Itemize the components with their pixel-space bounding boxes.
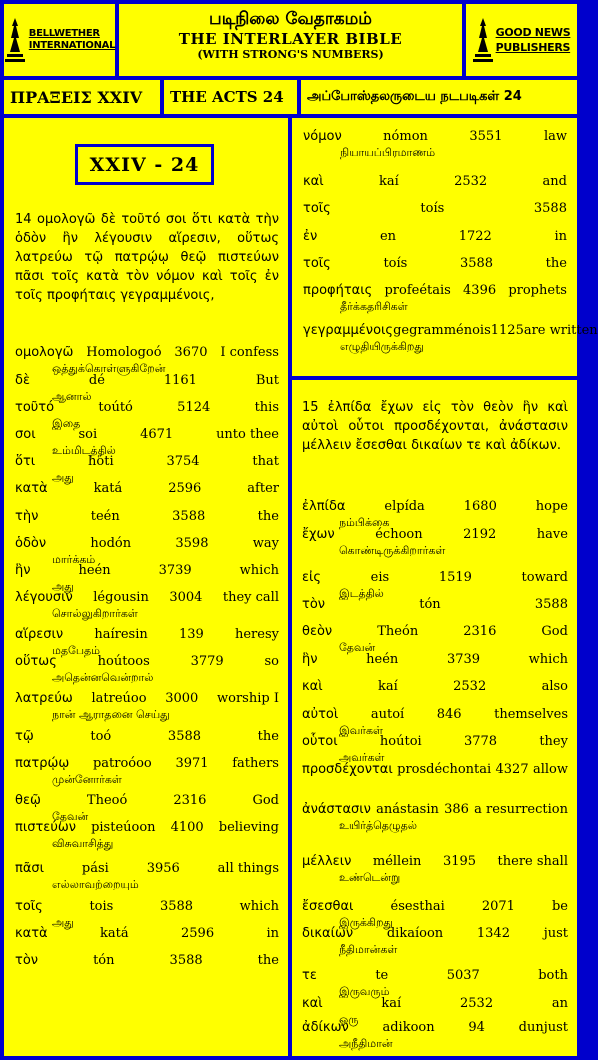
right-logo <box>466 4 577 76</box>
right-logo-line2: PUBLISHERS <box>495 41 571 54</box>
greek-word: ἐλπίδα <box>302 499 346 514</box>
english-gloss: all things <box>217 861 279 876</box>
strongs-number: 1519 <box>438 570 472 585</box>
tamil-gloss: இதை <box>52 417 81 430</box>
right-logo-line1: GOOD NEWS <box>495 26 571 39</box>
transliteration: teén <box>90 509 120 524</box>
word-entry <box>15 480 279 497</box>
greek-word: μέλλειν <box>302 854 352 869</box>
word-entry <box>303 200 567 217</box>
greek-word: τῷ <box>15 729 34 744</box>
english-gloss: God <box>541 624 568 639</box>
transliteration: Theoó <box>86 793 128 808</box>
english-gloss: a resurrection <box>474 802 568 817</box>
english-gloss: so <box>264 654 279 669</box>
transliteration: en <box>379 229 397 244</box>
greek-word: τοῖς <box>303 201 331 216</box>
word-entry <box>302 801 568 833</box>
english-gloss: which <box>528 652 568 667</box>
tamil-gloss: மதபேதம் <box>52 644 101 657</box>
tamil-gloss: உண்டென்று <box>339 871 401 884</box>
strongs-number: 3588 <box>533 201 567 216</box>
word-entry <box>303 173 567 190</box>
transliteration: patroóoo <box>92 756 152 771</box>
greek-word: γεγραμμένοις <box>303 323 394 338</box>
strongs-number: 94 <box>468 1020 485 1035</box>
word-entry <box>15 755 279 787</box>
tamil-gloss: அது <box>52 471 74 484</box>
greek-word: θεῷ <box>15 793 41 808</box>
transliteration: haíresin <box>94 627 148 642</box>
tamil-gloss: ஆனால் <box>52 390 92 403</box>
tamil-gloss: இடத்தில் <box>339 587 384 600</box>
strongs-number: 4327 <box>495 762 529 777</box>
strongs-number: 1161 <box>163 373 197 388</box>
greek-word: εἰς <box>302 570 322 585</box>
greek-word: νόμον <box>303 129 342 144</box>
greek-word: καὶ <box>302 679 323 694</box>
strongs-number: 3598 <box>175 536 209 551</box>
greek-word: προφήταις <box>303 283 373 298</box>
word-entry <box>302 1019 568 1051</box>
tamil-gloss: ஒரு <box>339 1013 359 1026</box>
strongs-number: 3588 <box>459 256 494 271</box>
greek-word: τὴν <box>15 509 39 524</box>
word-entry <box>15 589 279 621</box>
english-gloss: law <box>543 129 567 144</box>
word-entry <box>15 952 279 969</box>
tamil-gloss: நீதிமான்கள் <box>339 943 398 956</box>
english-gloss: which <box>239 563 279 578</box>
tamil-gloss: அவர்கள் <box>339 751 385 764</box>
strongs-number: 2596 <box>181 926 215 941</box>
strongs-number: 386 <box>444 802 469 817</box>
english-gloss: have <box>536 527 568 542</box>
tamil-gloss: தேவன் <box>339 641 376 654</box>
greek-word: αἵρεσιν <box>15 627 64 642</box>
tamil-gloss: உயிர்த்தெழுதல் <box>339 819 417 832</box>
greek-word: δὲ <box>15 373 30 388</box>
bellwether-logo-icon <box>4 16 26 64</box>
english-gloss: that <box>252 454 279 469</box>
strongs-number: 1342 <box>476 926 510 941</box>
transliteration: elpída <box>384 499 425 514</box>
tamil-gloss: இவர்கள் <box>339 724 383 737</box>
word-entry <box>303 322 598 354</box>
word-entry <box>302 526 568 558</box>
english-gloss: just <box>543 926 568 941</box>
left-logo <box>4 4 115 76</box>
english-gloss: be <box>551 899 568 914</box>
english-gloss: in <box>266 926 279 941</box>
greek-word: ὁδὸν <box>15 536 47 551</box>
left-logo-line2: INTERNATIONAL <box>28 40 116 51</box>
greek-word: ἣν <box>302 652 318 667</box>
right-top-column <box>292 118 598 376</box>
tamil-gloss: அநீதிமான் <box>339 1037 393 1050</box>
english-gloss: way <box>252 536 279 551</box>
transliteration: kaí <box>378 174 399 189</box>
english-gloss: dunjust <box>518 1020 568 1035</box>
word-entry <box>302 853 568 885</box>
english-gloss: both <box>538 968 568 983</box>
transliteration: autoí <box>370 707 405 722</box>
greek-word: ἀνάστασιν <box>302 802 371 817</box>
transliteration: latreúoo <box>91 691 147 706</box>
english-gloss: the <box>257 953 279 968</box>
title-subtitle: (WITH STRONG'S NUMBERS) <box>197 48 384 61</box>
greek-word: τε <box>302 968 317 983</box>
book-title-english: THE ACTS 24 <box>164 80 297 114</box>
english-gloss: the <box>257 729 279 744</box>
strongs-number: 3779 <box>190 654 224 669</box>
greek-word: αὐτοὶ <box>302 707 339 722</box>
strongs-number: 3588 <box>172 509 206 524</box>
tamil-gloss: முன்னோர்கள் <box>52 773 122 786</box>
transliteration: hodón <box>90 536 132 551</box>
transliteration: prosdéchontai <box>397 762 492 777</box>
tamil-gloss: அதென்னவென்றால் <box>52 671 154 684</box>
english-gloss: are written <box>523 323 598 338</box>
title-block <box>119 4 462 76</box>
transliteration: toís <box>420 201 445 216</box>
greek-word: θεὸν <box>302 624 333 639</box>
greek-word: σοι <box>15 427 36 442</box>
transliteration: hoútoos <box>97 654 150 669</box>
transliteration: heén <box>78 563 111 578</box>
greek-word: ομολογῶ <box>15 345 74 360</box>
transliteration: Theón <box>377 624 419 639</box>
strongs-number: 3956 <box>146 861 180 876</box>
greek-word: λατρεύω <box>15 691 73 706</box>
tamil-gloss: உம்மிடத்தில் <box>52 444 116 457</box>
tamil-gloss: கொண்டிருக்கிறார்கள் <box>339 544 446 557</box>
tamil-gloss: தீர்க்கதரிசிகள் <box>340 300 408 313</box>
english-gloss: worship I <box>217 691 279 706</box>
tamil-gloss: நம்பிக்கை <box>339 516 390 529</box>
transliteration: pási <box>81 861 109 876</box>
english-gloss: they <box>539 734 568 749</box>
word-entry <box>15 925 279 942</box>
transliteration: te <box>375 968 389 983</box>
english-gloss: in <box>554 229 567 244</box>
greek-word: πατρῴῳ <box>15 756 70 771</box>
chapter-badge: XXIV - 24 <box>75 144 214 185</box>
word-entry <box>302 678 568 695</box>
english-gloss: there shall <box>497 854 568 869</box>
tamil-gloss: தேவன் <box>52 810 89 823</box>
greek-word: κατὰ <box>15 481 48 496</box>
strongs-number: 3778 <box>463 734 498 749</box>
strongs-number: 2532 <box>453 679 487 694</box>
greek-word: καὶ <box>302 996 323 1011</box>
transliteration: nómon <box>383 129 428 144</box>
tamil-gloss: நான் ஆராதனை செய்து <box>52 708 170 721</box>
transliteration: tón <box>93 953 115 968</box>
transliteration: échoon <box>375 527 423 542</box>
strongs-number: 3739 <box>158 563 192 578</box>
transliteration: dikaíoon <box>386 926 444 941</box>
english-gloss: unto thee <box>216 427 279 442</box>
word-entry <box>15 653 279 685</box>
english-gloss: hope <box>535 499 568 514</box>
strongs-number: 5037 <box>446 968 480 983</box>
english-gloss: and <box>542 174 567 189</box>
word-entry <box>303 255 567 272</box>
greek-word: δικαίων <box>302 926 354 941</box>
strongs-number: 2532 <box>454 174 488 189</box>
title-english: THE INTERLAYER BIBLE <box>178 30 403 48</box>
english-gloss: an <box>551 996 568 1011</box>
greek-word: ἔχων <box>302 527 335 542</box>
transliteration: dé <box>88 373 105 388</box>
strongs-number: 3000 <box>165 691 199 706</box>
english-gloss: But <box>255 373 279 388</box>
greek-word: τοῦτό <box>15 400 55 415</box>
strongs-number: 139 <box>178 627 204 642</box>
tamil-gloss: மார்க்கம் <box>52 553 96 566</box>
good-news-logo-icon <box>473 16 493 64</box>
transliteration: eis <box>370 570 390 585</box>
strongs-number: 3588 <box>167 729 202 744</box>
strongs-number: 3588 <box>169 953 203 968</box>
english-gloss: believing <box>218 820 279 835</box>
greek-word: πᾶσι <box>15 861 45 876</box>
english-gloss: prophets <box>508 283 567 298</box>
word-entry <box>15 508 279 525</box>
verse-14-text: 14 ομολογῶ δὲ τοῦτό σοι ὅτι κατὰ τὴν ὁδὸν ἣν λέγουσιν αἵρεσιν, οὕτως λατρεύω τῷ πατρῴῳ θεῷ πιστεύων πᾶσι τοῖς κατὰ τὸν νόμον καὶ τοῖς ἐν τοῖς προφήταις γεγραμμένοις, <box>15 212 279 303</box>
english-gloss: God <box>252 793 279 808</box>
transliteration: toís <box>383 256 408 271</box>
left-column <box>4 118 288 1056</box>
tamil-gloss: அது <box>52 916 74 929</box>
transliteration: soi <box>78 427 98 442</box>
greek-word: πιστεύων <box>15 820 76 835</box>
tamil-gloss: அது <box>52 580 74 593</box>
transliteration: kaí <box>381 996 402 1011</box>
left-logo-line1: BELLWETHER <box>28 28 100 39</box>
greek-word: τοῖς <box>303 256 331 271</box>
greek-word: οὗτοι <box>302 734 338 749</box>
english-gloss: also <box>541 679 568 694</box>
greek-word: τοῖς <box>15 899 43 914</box>
greek-word: λέγουσιν <box>15 590 73 605</box>
greek-word: τὸν <box>302 597 326 612</box>
word-entry <box>303 282 567 314</box>
greek-word: ἀδίκων <box>302 1020 349 1035</box>
word-entry <box>15 728 279 745</box>
verse-15-text: 15 ἐλπίδα ἔχων εἰς τὸν θεὸν ἣν καὶ αὐτοὶ οὗτοι προσδέχονται, ἀνάστασιν μέλλειν ἔσεσθαι δικαίων τε καὶ ἀδίκων. <box>302 400 568 453</box>
english-gloss: themselves <box>494 707 568 722</box>
english-gloss: heresy <box>234 627 279 642</box>
word-entry <box>303 128 567 160</box>
tamil-gloss: நியாயப்பிரமாணம் <box>340 146 436 159</box>
strongs-number: 2071 <box>481 899 515 914</box>
strongs-number: 4671 <box>140 427 174 442</box>
transliteration: katá <box>93 481 123 496</box>
transliteration: hoútoi <box>379 734 422 749</box>
strongs-number: 2596 <box>168 481 202 496</box>
tamil-gloss: இருக்கிறது <box>339 916 393 929</box>
transliteration: adikoon <box>382 1020 435 1035</box>
strongs-number: 3739 <box>446 652 481 667</box>
english-gloss: after <box>247 481 279 496</box>
book-title-greek: ΠΡΑΞΕΙΣ XXIV <box>4 80 160 114</box>
greek-word: κατὰ <box>15 926 48 941</box>
strongs-number: 3551 <box>469 129 503 144</box>
strongs-number: 3754 <box>166 454 200 469</box>
strongs-number: 4396 <box>463 283 497 298</box>
tamil-gloss: எழுதியிருக்கிறது <box>340 340 424 353</box>
strongs-number: 1722 <box>458 229 492 244</box>
transliteration: hóti <box>88 454 114 469</box>
strongs-number: 3588 <box>159 899 194 914</box>
word-entry <box>302 761 568 778</box>
strongs-number: 3971 <box>175 756 209 771</box>
strongs-number: 2316 <box>173 793 207 808</box>
tamil-gloss: இருவரும் <box>339 985 390 998</box>
english-gloss: the <box>545 256 567 271</box>
tamil-gloss: ஒத்துக்கொள்ளுகிறேன் <box>52 362 166 375</box>
english-gloss: allow <box>532 762 568 777</box>
transliteration: profeétais <box>384 283 451 298</box>
transliteration: Homologoó <box>86 345 162 360</box>
transliteration: anástasin <box>376 802 439 817</box>
strongs-number: 2192 <box>463 527 497 542</box>
greek-word: καὶ <box>303 174 324 189</box>
strongs-number: 3588 <box>534 597 568 612</box>
greek-word: ἐν <box>303 229 318 244</box>
english-gloss: this <box>254 400 279 415</box>
word-entry <box>15 819 279 851</box>
greek-word: προσδέχονται <box>302 762 393 777</box>
strongs-number: 1125 <box>490 323 524 338</box>
transliteration: méllein <box>372 854 422 869</box>
transliteration: tón <box>419 597 441 612</box>
title-tamil: படிநிலை வேதாகமம் <box>209 9 372 29</box>
word-entry <box>302 596 568 613</box>
strongs-number: 2532 <box>460 996 494 1011</box>
english-gloss: which <box>239 899 279 914</box>
english-gloss: I confess <box>220 345 279 360</box>
english-gloss: they call <box>222 590 279 605</box>
transliteration: tois <box>89 899 114 914</box>
transliteration: pisteúoon <box>91 820 156 835</box>
english-gloss: toward <box>521 570 568 585</box>
strongs-number: 1680 <box>463 499 497 514</box>
greek-word: ὅτι <box>15 454 36 469</box>
transliteration: gegramménois <box>393 323 491 338</box>
tamil-gloss: எல்லாவற்றையும் <box>52 878 139 891</box>
strongs-number: 3195 <box>442 854 477 869</box>
transliteration: ésesthai <box>390 899 445 914</box>
transliteration: katá <box>100 926 129 941</box>
strongs-number: 3004 <box>169 590 203 605</box>
word-entry <box>302 925 568 957</box>
strongs-number: 3670 <box>174 345 208 360</box>
transliteration: kaí <box>377 679 398 694</box>
transliteration: heén <box>366 652 399 667</box>
english-gloss: the <box>257 509 279 524</box>
word-entry <box>15 690 279 722</box>
word-entry <box>303 228 567 245</box>
english-gloss: fathers <box>232 756 279 771</box>
tamil-gloss: சொல்லுகிறார்கள் <box>52 607 138 620</box>
right-bottom-column <box>292 380 577 1056</box>
word-entry <box>15 860 279 892</box>
transliteration: légousin <box>93 590 149 605</box>
strongs-number: 4100 <box>170 820 204 835</box>
greek-word: ἣν <box>15 563 31 578</box>
tamil-gloss: விசுவாசித்து <box>52 837 114 850</box>
greek-word: τὸν <box>15 953 39 968</box>
word-entry <box>302 651 568 668</box>
transliteration: toó <box>90 729 112 744</box>
strongs-number: 2316 <box>463 624 497 639</box>
strongs-number: 846 <box>436 707 462 722</box>
strongs-number: 5124 <box>177 400 211 415</box>
transliteration: toútó <box>98 400 133 415</box>
book-title-tamil: அப்போஸ்தலருடைய நடபடிகள் 24 <box>301 80 577 114</box>
greek-word: οὕτως <box>15 654 57 669</box>
greek-word: ἔσεσθαι <box>302 899 354 914</box>
